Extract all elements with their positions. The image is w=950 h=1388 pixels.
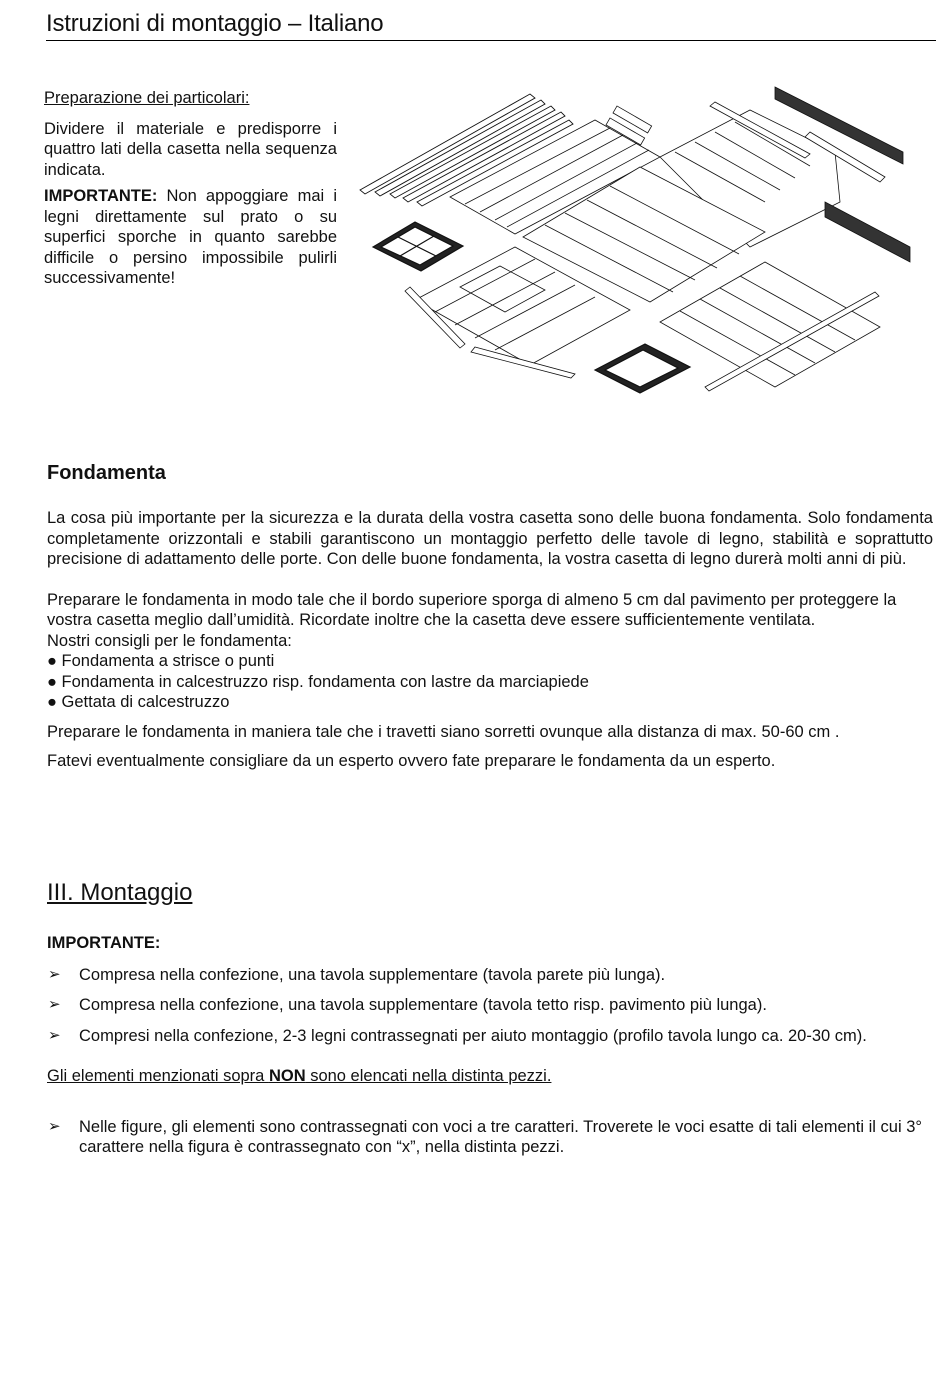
list-item-text: Compresi nella confezione, 2-3 legni contrassegnati per aiuto montaggio (profilo tavola lungo ca. 20-30 cm). — [79, 1026, 867, 1045]
list-item-text: Nelle figure, gli elementi sono contrassegnati con voci a tre caratteri. Troverete le voci esatte di tali elementi il cui 3° carattere nella figura è contrassegnato con “x”, nella distinta pezzi. — [79, 1117, 923, 1156]
important-label: IMPORTANTE: — [47, 934, 161, 952]
intro-heading: Preparazione dei particolari: — [44, 89, 250, 107]
intro-section — [44, 88, 337, 295]
arrow-bullet-icon: ➢ — [48, 996, 61, 1013]
page-title: Istruzioni di montaggio – Italiano — [46, 10, 384, 37]
note-text-after: sono elencati nella distinta pezzi. — [305, 1067, 552, 1085]
fondamenta-advice-intro: Nostri consigli per le fondamenta: — [47, 631, 292, 650]
window-frame — [373, 222, 463, 271]
fondamenta-paragraph-2: Preparare le fondamenta in modo tale che il bordo superiore sporga di almeno 5 cm dal pavimento per proteggere la vostra casetta meglio dall’umidità. Ricordate inoltre che la casetta deve essere sufficientemente ventilata. — [47, 590, 897, 629]
parts-list-note — [47, 1066, 937, 1087]
list-item — [47, 965, 937, 986]
page-header — [46, 8, 936, 41]
important-label: IMPORTANTE: — [44, 187, 158, 205]
list-item-text: Compresa nella confezione, una tavola supplementare (tavola tetto risp. pavimento più lunga). — [79, 996, 767, 1014]
arrow-bullet-icon: ➢ — [48, 965, 61, 983]
intro-paragraph-2 — [44, 186, 337, 289]
list-item — [47, 995, 937, 1016]
fondamenta-heading: Fondamenta — [47, 462, 166, 484]
door-panel — [595, 344, 690, 393]
fondamenta-section — [47, 508, 933, 772]
fondamenta-paragraph-3: Preparare le fondamenta in maniera tale che i travetti siano sorretti ovunque alla distanza di max. 50-60 cm . — [47, 722, 840, 741]
fondamenta-paragraph-1: La cosa più importante per la sicurezza e la durata della vostra casetta sono delle buona fondamenta. Solo fondamenta completamente orizzontali e stabili garantiscono un montaggio perfetto delle tavole di legno, stabilità e soprattutto precisione di adattamento delle porte. Con delle buone fondamenta, la vostra casetta di legno durerà molti anni di più. — [47, 509, 933, 568]
fondamenta-paragraph-4: Fatevi eventualmente consigliare da un esperto ovvero fate preparare le fondamenta da un esperto. — [47, 752, 776, 770]
list-item: ● Fondamenta in calcestruzzo risp. fondamenta con lastre da marciapiede — [47, 672, 589, 691]
intro-paragraph-1: Dividere il materiale e predisporre i quattro lati della casetta nella sequenza indicata. — [44, 119, 337, 179]
list-item: ● Fondamenta a strisce o punti — [47, 652, 275, 670]
arrow-bullet-icon: ➢ — [48, 1026, 61, 1044]
note-text-before: Gli elementi menzionati sopra — [47, 1067, 269, 1085]
exploded-parts-illustration — [355, 82, 940, 407]
arrow-bullet-icon: ➢ — [48, 1117, 61, 1135]
intro-paragraph-2-text: Non appoggiare mai i legni direttamente sul prato o su superfici sporche in quanto sarebbe difficile o persino impossibile pulirli successivamente! — [44, 187, 337, 287]
list-item — [47, 1117, 937, 1158]
list-item — [47, 1026, 937, 1047]
roof-panel-right — [660, 262, 880, 387]
note-bold: NON — [268, 1067, 306, 1085]
list-item: ● Gettata di calcestruzzo — [47, 693, 230, 711]
montaggio-section — [47, 933, 937, 1158]
montaggio-heading: III. Montaggio — [47, 879, 193, 906]
list-item-text: Compresa nella confezione, una tavola supplementare (tavola parete più lunga). — [79, 965, 666, 984]
